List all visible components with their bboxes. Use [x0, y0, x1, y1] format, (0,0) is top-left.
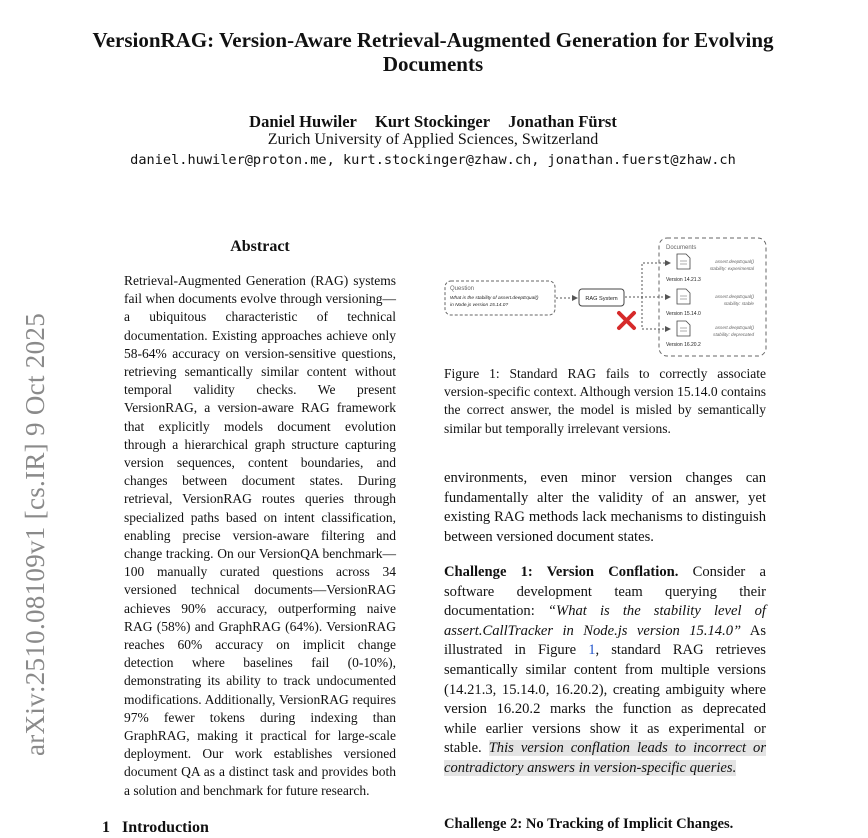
author-name: Jonathan Fürst	[508, 112, 617, 131]
author-emails: daniel.huwiler@proton.me, kurt.stockinger@zhaw.ch, jonathan.fuerst@zhaw.ch	[130, 152, 736, 168]
abstract-heading: Abstract	[230, 238, 290, 255]
intro-paragraph: environments, even minor version changes can fundamentally alter the validity of an answer, yet existing RAG methods lack mechanisms to distinguish between versioned document states.	[444, 470, 766, 545]
figure-1-diagram	[444, 234, 768, 358]
author-name: Daniel Huwiler	[249, 112, 357, 131]
document-icon	[677, 254, 690, 269]
fail-cross-icon	[619, 313, 634, 328]
paper-title: VersionRAG: Version-Aware Retrieval-Augmented Generation for Evolving Documents	[92, 28, 774, 76]
abstract-body: Retrieval-Augmented Generation (RAG) systems fail when documents evolve through versioning—a ubiquitous characteristic of technical documentation. Existing approaches achieve only 58-64% accuracy on version-sensitive questions, retrieving semantically similar content without temporal validity checks. We present VersionRAG, a version-aware RAG framework that explicitly models document evolution through a hierarchical graph structure capturing version sequences, content boundaries, and changes between document states. During retrieval, VersionRAG routes queries through specialized paths based on intent classification, enabling precise version-aware filtering and change tracking. On our VersionQA benchmark—100 manually curated questions across 34 versioned technical documents—VersionRAG achieves 90% accuracy, outperforming naive RAG (58%) and GraphRAG (64%). VersionRAG reaches 60% accuracy on implicit change detection where baselines fail (0-10%), demonstrating its ability to track undocumented modifications. Additionally, VersionRAG requires 97% fewer tokens during indexing than GraphRAG, making it practical for large-scale deployment. Our work establishes versioned document QA as a distinct task and provides both a solution and benchmark for future research.	[124, 273, 396, 798]
affiliation: Zurich University of Applied Sciences, Switzerland	[267, 131, 599, 148]
document-3	[666, 321, 754, 348]
figure-1-caption: Figure 1: Standard RAG fails to correctly associate version-specific context. Although version 15.14.0 contains the correct answer, the model is misled by semantically similar but temporally irrelevant versions.	[444, 366, 766, 436]
section-heading-introduction	[102, 819, 209, 837]
doc-stability: stability: experimental	[709, 266, 754, 271]
challenge-1-paragraph	[444, 563, 766, 779]
arrow-to-doc-1	[625, 263, 670, 297]
question-text-line2: in Node.js version 15.14.0?	[450, 303, 509, 308]
arxiv-id-text: arXiv:2510.08109v1 [cs.IR] 9 Oct 2025	[20, 312, 51, 756]
doc-version: Version 16.20.2	[666, 342, 701, 348]
section-title: Introduction	[122, 819, 209, 836]
arxiv-identifier	[14, 290, 58, 778]
doc-stability: stability: stable	[723, 301, 754, 306]
doc-version: Version 15.14.0	[666, 311, 701, 317]
rag-system-label: RAG System	[585, 296, 618, 302]
doc-function: assert.deepEqual()	[715, 325, 754, 330]
question-label: Question	[450, 286, 475, 292]
author-list	[60, 112, 806, 132]
challenge-2-title: Challenge 2: No Tracking of Implicit Changes.	[444, 816, 734, 832]
doc-version: Version 14.21.3	[666, 277, 701, 283]
section-number: 1	[102, 819, 110, 836]
challenge-1-title: Challenge 1: Version Conflation.	[444, 564, 679, 580]
figure-1	[444, 234, 768, 358]
challenge-1-text: As illustrated in Figure	[444, 622, 767, 659]
challenge-1-text: Consider a software development team querying their documentation:	[444, 564, 766, 620]
challenge-1-text: , standard RAG retrieves semantically similar content from multiple versions (14.21.3, 15.14.0, 16.20.2), creating ambiguity where version 16.20.2 marks the function as deprecated while earlier versions show it as experimental or stable.	[444, 642, 766, 757]
author-name: Kurt Stockinger	[375, 112, 491, 131]
documents-label: Documents	[666, 245, 697, 251]
document-icon	[677, 321, 690, 336]
highlighted-sentence: This version conflation leads to incorrect or contradictory answers in version-specific queries.	[444, 740, 767, 776]
doc-stability: stability: deprecated	[713, 332, 754, 337]
figure-reference-link[interactable]: 1	[588, 642, 596, 659]
question-text-line1: What is the stability of assert.deepEqual()	[450, 296, 539, 301]
document-2	[666, 289, 754, 317]
challenge-1-quote: “What is the stability level of assert.CallTracker in Node.js version 15.14.0”	[444, 603, 766, 639]
doc-function: assert.deepEqual()	[715, 259, 754, 264]
doc-function: assert.deepEqual()	[715, 294, 754, 299]
document-icon	[677, 289, 690, 304]
document-1	[666, 254, 755, 283]
